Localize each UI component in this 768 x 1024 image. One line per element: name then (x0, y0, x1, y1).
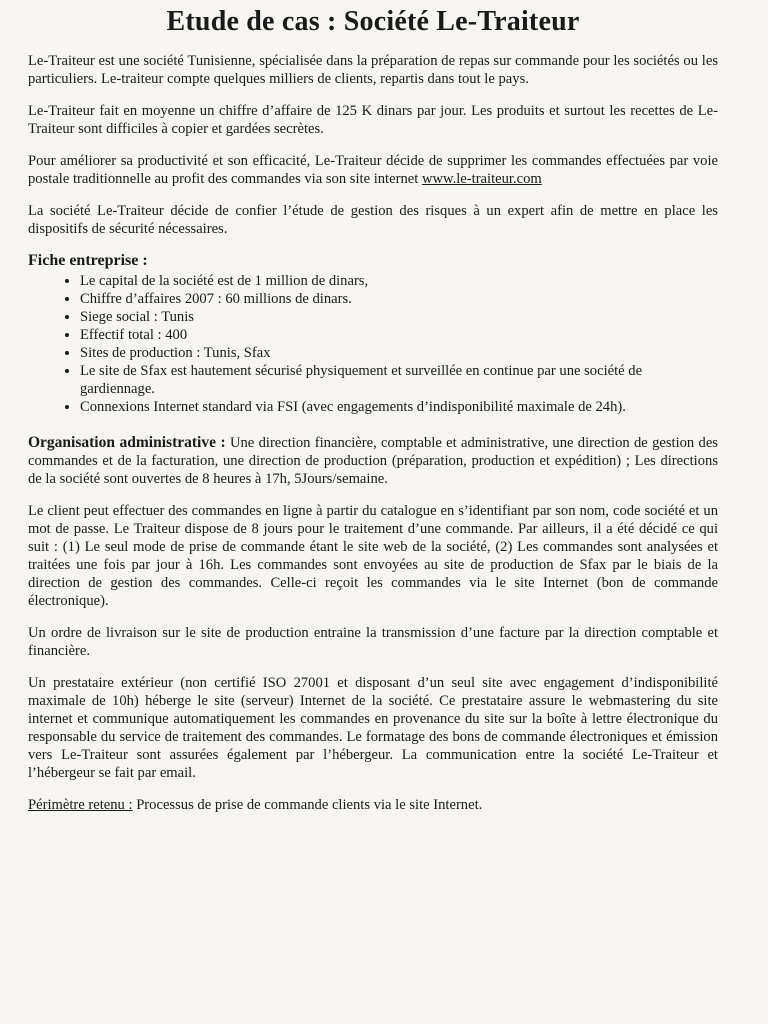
client-paragraph: Le client peut effectuer des commandes en ligne à partir du catalogue en s’identifiant par son nom, code société et un mot de passe. Le Traiteur dispose de 8 jours pour le traitement d’une commande. Par ailleurs, il a été décidé ce qui suit : (1) Le seul mode de prise de commande étant le site web de la société, (2) Les commandes sont analysées et traitées une fois par jour à 16h. Les commandes sont envoyées au site de production de Sfax par le biais de la direction de gestion des commandes. Celle-ci reçoit les commandes via le site Internet (bon de commande électronique). (28, 503, 718, 609)
fiche-heading: Fiche entreprise : (28, 252, 148, 269)
document-title: Etude de cas : Société Le-Traiteur (166, 6, 580, 37)
list-item: • Siege social : Tunis (80, 308, 718, 326)
list-item: • Effectif total : 400 (80, 326, 718, 344)
list-item: • Chiffre d’affaires 2007 : 60 millions de dinars. (80, 290, 718, 308)
list-item: • Le site de Sfax est hautement sécurisé physiquement et surveillée en continue par une société de gardiennage. (80, 362, 718, 398)
list-item: • Le capital de la société est de 1 million de dinars, (80, 272, 718, 290)
fiche-list (28, 272, 718, 416)
risk-paragraph: La société Le-Traiteur décide de confier l’étude de gestion des risques à un expert afin de mettre en place les dispositifs de sécurité nécessaires. (28, 203, 718, 237)
organisation-label: Organisation administrative : (28, 434, 226, 451)
productivity-text: Pour améliorer sa productivité et son efficacité, Le-Traiteur décide de supprimer les commandes effectuées par voie postale traditionnelle au profit des commandes via son site internet (28, 153, 718, 187)
organisation-text: Une direction financière, comptable et administrative, une direction de gestion des commandes et de la facturation, une direction de production (préparation, production et expédition) ; Les directions de la société sont ouvertes de 8 heures à 17h, 5Jours/semaine. (28, 435, 718, 487)
prestataire-paragraph: Un prestataire extérieur (non certifié ISO 27001 et disposant d’un seul site avec engagement d’indisponibilité maximale de 10h) héberge le site (serveur) Internet de la société. Ce prestataire assure le webmastering du site internet et communique automatiquement les commandes en provenance du site sur la boîte à lettre électronique du responsable du service de traitement des commandes. Le formatage des bons de commande électroniques et émission vers Le-Traiteur sont assurées également par l’hébergeur. La communication entre la société Le-Traiteur et l’hébergeur se fait par email. (28, 675, 718, 781)
perimetre-paragraph (28, 796, 718, 814)
perimetre-label: Périmètre retenu : (28, 797, 133, 813)
intro-paragraph: Le-Traiteur est une société Tunisienne, spécialisée dans la préparation de repas sur commande pour les sociétés ou les particuliers. Le-traiteur compte quelques milliers de clients, repartis dans tout le pays. (28, 53, 718, 87)
website-link[interactable]: www.le-traiteur.com (421, 171, 542, 187)
perimetre-text: Processus de prise de commande clients via le site Internet. (132, 797, 483, 813)
productivity-paragraph (28, 152, 718, 188)
livraison-paragraph: Un ordre de livraison sur le site de production entraine la transmission d’une facture par la direction comptable et financière. (28, 625, 718, 659)
list-item: • Connexions Internet standard via FSI (avec engagements d’indisponibilité maximale de 24h). (80, 398, 718, 416)
list-item: • Sites de production : Tunis, Sfax (80, 344, 718, 362)
organisation-paragraph (28, 434, 718, 488)
revenue-paragraph: Le-Traiteur fait en moyenne un chiffre d’affaire de 125 K dinars par jour. Les produits et surtout les recettes de Le-Traiteur sont difficiles à copier et gardées secrètes. (28, 103, 718, 137)
